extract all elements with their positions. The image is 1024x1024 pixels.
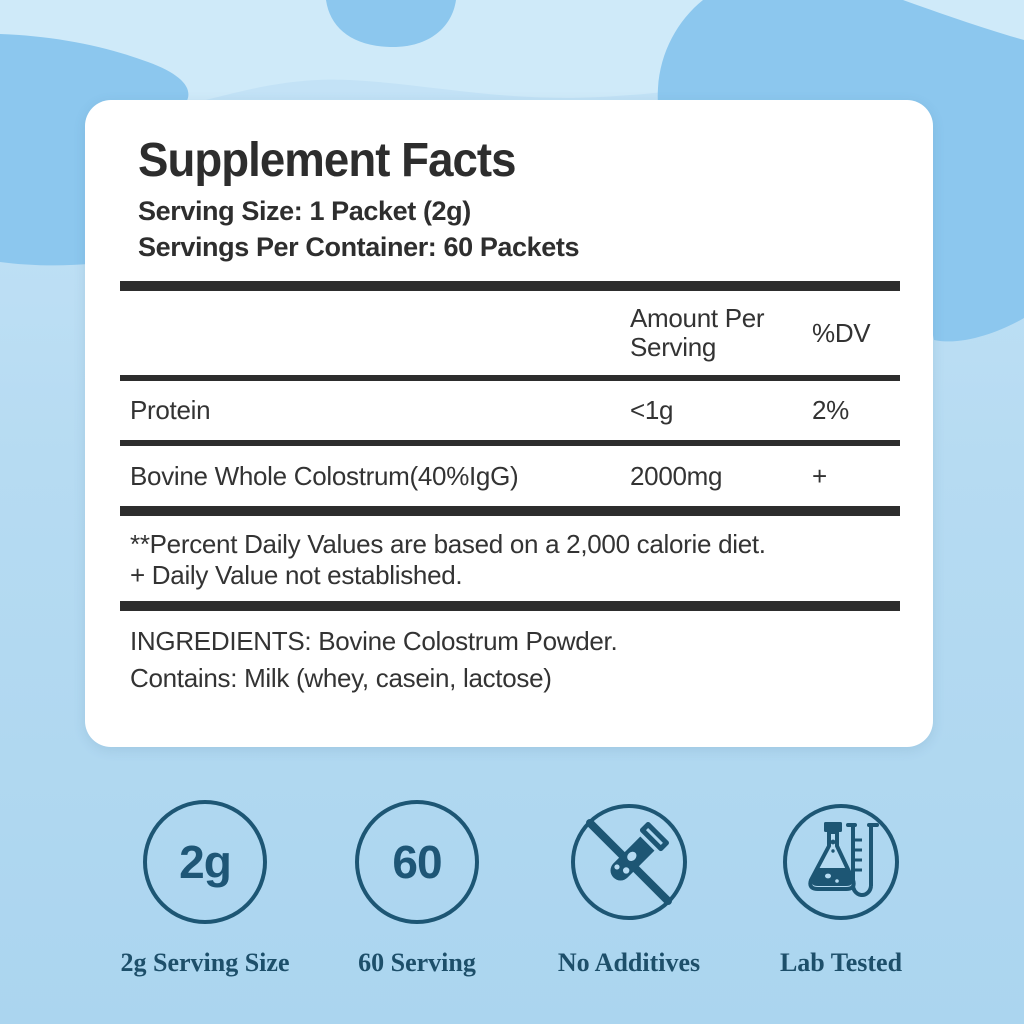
feature-serving-count: [311, 800, 523, 978]
column-header-amount: Amount Per Serving: [630, 303, 765, 362]
supplement-facts-panel: [120, 100, 900, 693]
nutrient-name: Bovine Whole Colostrum(40%IgG): [130, 460, 519, 491]
nutrient-dv: 2%: [812, 395, 849, 425]
divider-ingredients: [120, 601, 900, 611]
feature-badges-row: [99, 800, 947, 978]
contains-line: Contains: Milk (whey, casein, lactose): [130, 663, 552, 693]
divider-top: [120, 281, 900, 291]
table-row-protein: [120, 381, 900, 440]
test-tube-shape: [604, 825, 666, 887]
footnote-block: [120, 516, 900, 601]
feature-no-additives: [523, 800, 735, 978]
table-header-row: [120, 291, 900, 375]
lab-tested-icon: [779, 800, 903, 924]
serving-size-badge: [143, 800, 267, 924]
column-header-dv: %DV: [812, 317, 871, 348]
serving-count-badge: [355, 800, 479, 924]
nutrient-amount: 2000mg: [630, 460, 723, 491]
nutrient-name: Protein: [130, 395, 211, 425]
feature-label: No Additives: [557, 948, 701, 977]
serving-size-line: Serving Size: 1 Packet (2g): [138, 196, 471, 226]
nutrient-dv: +: [812, 460, 827, 491]
divider-footnote: [120, 506, 900, 516]
flask-shape: [810, 822, 853, 889]
footnote-not-established: + Daily Value not established.: [130, 560, 463, 590]
feature-serving-size: [99, 800, 311, 978]
feature-label: 60 Serving: [358, 948, 476, 977]
footnote-daily-values: **Percent Daily Values are based on a 2,000 calorie diet.: [130, 529, 766, 559]
panel-title: Supplement Facts: [138, 134, 516, 187]
serving-size-badge-text: 2g: [179, 836, 231, 888]
servings-per-container-line: Servings Per Container: 60 Packets: [138, 232, 580, 262]
no-additives-icon: [567, 800, 691, 924]
table-row-colostrum: [120, 446, 900, 506]
nutrient-amount: <1g: [630, 395, 674, 425]
supplement-facts-card: [85, 100, 933, 747]
feature-label: 2g Serving Size: [120, 948, 290, 977]
ingredients-line: INGREDIENTS: Bovine Colostrum Powder.: [130, 626, 618, 656]
feature-lab-tested: [735, 800, 947, 978]
feature-label: Lab Tested: [779, 948, 903, 977]
serving-count-badge-text: 60: [392, 836, 442, 888]
